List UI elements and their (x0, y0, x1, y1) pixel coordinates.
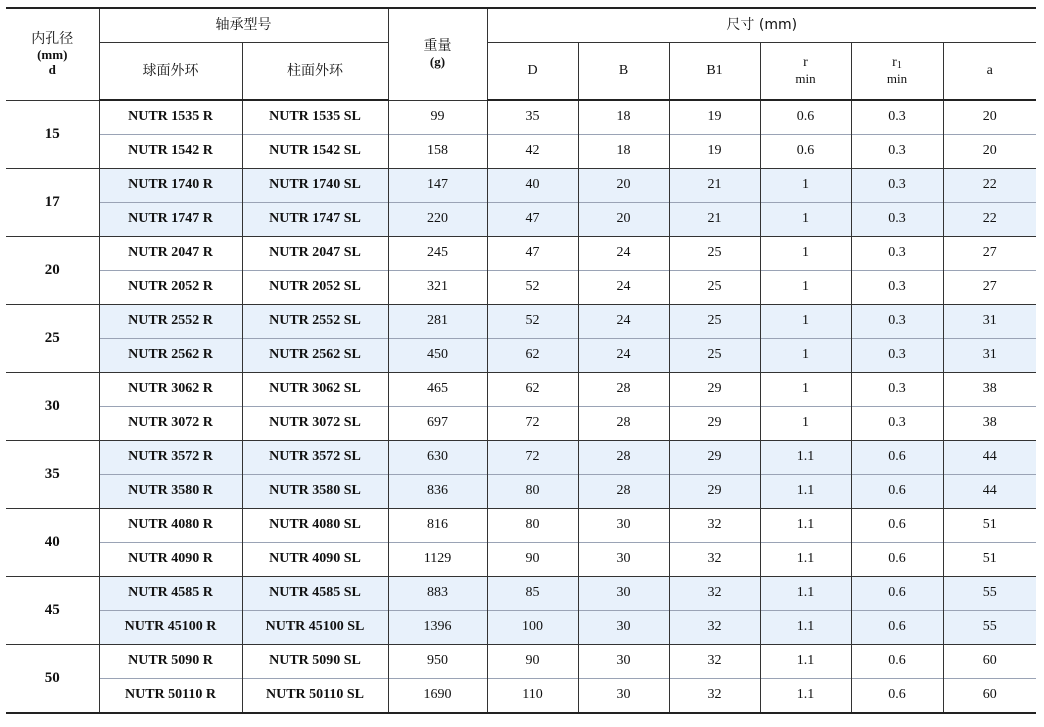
r1-min-cell: 0.6 (851, 509, 943, 543)
D-cell: 42 (487, 135, 578, 169)
weight-cell: 158 (388, 135, 487, 169)
D-cell: 85 (487, 577, 578, 611)
col-r-symbol: r (803, 55, 808, 71)
a-cell: 55 (943, 611, 1036, 645)
B-cell: 30 (578, 577, 669, 611)
r-min-cell: 1.1 (760, 441, 851, 475)
weight-cell: 1396 (388, 611, 487, 645)
B1-cell: 32 (669, 509, 760, 543)
D-cell: 62 (487, 339, 578, 373)
r1-min-cell: 0.3 (851, 100, 943, 135)
col-B-header: B (578, 43, 669, 101)
r1-min-cell: 0.3 (851, 237, 943, 271)
D-cell: 90 (487, 543, 578, 577)
B1-cell: 29 (669, 373, 760, 407)
bore-diameter-cell: 17 (6, 169, 99, 237)
r-min-cell: 1 (760, 203, 851, 237)
r1-min-cell: 0.3 (851, 373, 943, 407)
table-row (6, 475, 1036, 509)
spherical-model-cell: NUTR 1535 R (99, 100, 242, 135)
cylindrical-model-cell: NUTR 2052 SL (242, 271, 388, 305)
col-B1-header: B1 (669, 43, 760, 101)
a-cell: 31 (943, 305, 1036, 339)
spherical-model-cell: NUTR 2562 R (99, 339, 242, 373)
cylindrical-model-cell: NUTR 5090 SL (242, 645, 388, 679)
table-row (6, 645, 1036, 679)
bore-unit: (mm) (37, 46, 68, 62)
spherical-model-cell: NUTR 2047 R (99, 237, 242, 271)
spherical-model-cell: NUTR 2552 R (99, 305, 242, 339)
cylindrical-model-cell: NUTR 1535 SL (242, 100, 388, 135)
B-cell: 24 (578, 237, 669, 271)
cylindrical-model-cell: NUTR 1740 SL (242, 169, 388, 203)
r-min-cell: 1 (760, 305, 851, 339)
a-cell: 22 (943, 169, 1036, 203)
table-row (6, 373, 1036, 407)
col-r1-symbol: r (892, 55, 897, 71)
bore-symbol: d (48, 61, 56, 77)
spherical-model-cell: NUTR 3062 R (99, 373, 242, 407)
weight-unit: (g) (429, 54, 446, 70)
spherical-model-cell: NUTR 45100 R (99, 611, 242, 645)
r1-min-cell: 0.6 (851, 441, 943, 475)
dims-group-header (487, 8, 1036, 43)
r-min-cell: 1.1 (760, 679, 851, 714)
bore-diameter-cell: 30 (6, 373, 99, 441)
D-cell: 72 (487, 441, 578, 475)
a-cell: 38 (943, 373, 1036, 407)
weight-cell: 836 (388, 475, 487, 509)
a-cell: 51 (943, 543, 1036, 577)
spherical-model-cell: NUTR 4080 R (99, 509, 242, 543)
table-row (6, 271, 1036, 305)
r-min-cell: 1.1 (760, 509, 851, 543)
a-cell: 20 (982, 109, 997, 125)
a-cell: 38 (943, 407, 1036, 441)
weight-cell: 883 (388, 577, 487, 611)
cylindrical-model-cell: NUTR 1542 SL (242, 135, 388, 169)
r1-min-cell: 0.3 (851, 169, 943, 203)
D-cell: 100 (487, 611, 578, 645)
B-cell: 18 (578, 100, 669, 135)
table-row (6, 509, 1036, 543)
col-r-header (760, 43, 851, 101)
r-min-cell: 1 (760, 373, 851, 407)
B-cell: 20 (578, 169, 669, 203)
table-row (6, 100, 1036, 135)
bore-diameter-cell: 25 (6, 305, 99, 373)
weight-cell: 245 (388, 237, 487, 271)
table-row (6, 135, 1036, 169)
B-cell: 30 (578, 679, 669, 714)
a-cell: 44 (943, 475, 1036, 509)
col-D-header: D (487, 43, 578, 101)
r-min-cell: 1.1 (760, 475, 851, 509)
spec-body (6, 100, 1036, 713)
r1-min-cell: 0.3 (851, 305, 943, 339)
weight-cell: 950 (388, 645, 487, 679)
spherical-model-cell: NUTR 4585 R (99, 577, 242, 611)
r1-min-cell: 0.3 (851, 135, 943, 169)
D-cell: 80 (487, 509, 578, 543)
cylindrical-model-cell: NUTR 4585 SL (242, 577, 388, 611)
D-cell: 52 (487, 305, 578, 339)
B1-cell: 32 (669, 577, 760, 611)
table-row (6, 679, 1036, 714)
D-cell: 47 (487, 237, 578, 271)
a-cell: 60 (943, 679, 1036, 714)
r-min-cell: 1.1 (760, 543, 851, 577)
cylindrical-model-cell: NUTR 50110 SL (242, 679, 388, 714)
weight-cell: 1129 (388, 543, 487, 577)
cylindrical-model-cell: NUTR 4090 SL (242, 543, 388, 577)
cylindrical-model-cell: NUTR 2562 SL (242, 339, 388, 373)
weight-label: 重量 (423, 38, 452, 55)
B-cell: 28 (578, 475, 669, 509)
B1-cell: 25 (669, 237, 760, 271)
dims-group-label: 尺寸 (mm) (726, 16, 798, 33)
table-row (6, 543, 1036, 577)
cylindrical-model-cell: NUTR 1747 SL (242, 203, 388, 237)
D-cell: 110 (487, 679, 578, 714)
table-row (6, 339, 1036, 373)
D-cell: 47 (487, 203, 578, 237)
B1-cell: 29 (669, 475, 760, 509)
B1-cell: 25 (669, 339, 760, 373)
D-cell: 72 (487, 407, 578, 441)
r1-min-cell: 0.6 (851, 679, 943, 714)
col-r1-min: min (886, 70, 908, 86)
spherical-model-cell: NUTR 3580 R (99, 475, 242, 509)
spherical-model-cell: NUTR 4090 R (99, 543, 242, 577)
col-r1-header (851, 43, 943, 101)
B-cell: 24 (578, 305, 669, 339)
a-cell: 20 (943, 135, 1036, 169)
a-cell: 31 (943, 339, 1036, 373)
r-min-cell: 1 (760, 237, 851, 271)
r1-min-cell: 0.6 (851, 475, 943, 509)
a-cell: 55 (943, 577, 1036, 611)
bore-diameter-cell: 40 (6, 509, 99, 577)
r-min-cell: 1 (760, 407, 851, 441)
model-spherical-header: 球面外环 (99, 43, 242, 101)
table-row (6, 305, 1036, 339)
bearing-spec-table (6, 7, 1036, 714)
B1-cell: 21 (669, 203, 760, 237)
a-cell: 27 (943, 271, 1036, 305)
cylindrical-model-cell: NUTR 3580 SL (242, 475, 388, 509)
weight-header (388, 8, 487, 100)
B1-cell: 25 (669, 305, 760, 339)
B1-cell: 32 (669, 611, 760, 645)
B1-cell: 29 (669, 407, 760, 441)
B-cell: 18 (578, 135, 669, 169)
r-min-cell: 1 (760, 339, 851, 373)
spherical-model-cell: NUTR 1740 R (99, 169, 242, 203)
cylindrical-model-cell: NUTR 3062 SL (242, 373, 388, 407)
weight-cell: 220 (388, 203, 487, 237)
D-cell: 35 (487, 100, 578, 135)
B1-cell: 21 (669, 169, 760, 203)
spherical-model-cell: NUTR 3072 R (99, 407, 242, 441)
B-cell: 28 (578, 407, 669, 441)
r1-min-cell: 0.3 (851, 203, 943, 237)
bore-header (6, 8, 99, 100)
B-cell: 28 (578, 373, 669, 407)
D-cell: 40 (487, 169, 578, 203)
weight-cell: 450 (388, 339, 487, 373)
D-cell: 90 (487, 645, 578, 679)
r1-min-cell: 0.6 (851, 645, 943, 679)
weight-cell: 630 (388, 441, 487, 475)
spherical-model-cell: NUTR 5090 R (99, 645, 242, 679)
weight-cell: 99 (388, 100, 487, 135)
cylindrical-model-cell: NUTR 2047 SL (242, 237, 388, 271)
bore-diameter-cell: 15 (6, 100, 99, 169)
B-cell: 24 (578, 271, 669, 305)
weight-cell: 147 (388, 169, 487, 203)
col-a-header: a (943, 43, 1036, 101)
weight-cell: 281 (388, 305, 487, 339)
a-cell: 60 (943, 645, 1036, 679)
bore-diameter-cell: 45 (6, 577, 99, 645)
spherical-model-cell: NUTR 1542 R (99, 135, 242, 169)
r-min-cell: 0.6 (760, 100, 851, 135)
a-cell: 51 (943, 509, 1036, 543)
table-row (6, 203, 1036, 237)
r-min-cell: 1.1 (760, 611, 851, 645)
D-cell: 62 (487, 373, 578, 407)
B1-cell: 32 (669, 543, 760, 577)
B-cell: 30 (578, 509, 669, 543)
r-min-cell: 1.1 (760, 577, 851, 611)
D-cell: 80 (487, 475, 578, 509)
r-min-cell: 1 (760, 271, 851, 305)
B-cell: 20 (578, 203, 669, 237)
r1-min-cell: 0.6 (851, 577, 943, 611)
bore-diameter-cell: 50 (6, 645, 99, 714)
B-cell: 30 (578, 543, 669, 577)
cylindrical-model-cell: NUTR 45100 SL (242, 611, 388, 645)
weight-cell: 465 (388, 373, 487, 407)
table-row (6, 611, 1036, 645)
table-row (6, 407, 1036, 441)
B1-cell: 19 (669, 135, 760, 169)
table-row (6, 169, 1036, 203)
r-min-cell: 1 (760, 169, 851, 203)
spherical-model-cell: NUTR 3572 R (99, 441, 242, 475)
B-cell: 30 (578, 611, 669, 645)
r1-min-cell: 0.6 (851, 543, 943, 577)
cylindrical-model-cell: NUTR 4080 SL (242, 509, 388, 543)
B1-cell: 32 (669, 679, 760, 714)
model-cylindrical-header: 柱面外环 (242, 43, 388, 101)
weight-cell: 697 (388, 407, 487, 441)
bore-label: 内孔径 (31, 30, 74, 47)
a-cell: 44 (943, 441, 1036, 475)
B1-cell: 29 (669, 441, 760, 475)
B-cell: 24 (578, 339, 669, 373)
table-row (6, 237, 1036, 271)
spherical-model-cell: NUTR 1747 R (99, 203, 242, 237)
B1-cell: 32 (669, 645, 760, 679)
r1-min-cell: 0.3 (851, 407, 943, 441)
spherical-model-cell: NUTR 50110 R (99, 679, 242, 714)
B1-cell: 25 (669, 271, 760, 305)
model-group-header: 轴承型号 (99, 8, 388, 43)
bore-diameter-cell: 35 (6, 441, 99, 509)
cylindrical-model-cell: NUTR 3072 SL (242, 407, 388, 441)
bore-diameter-cell: 20 (6, 237, 99, 305)
cylindrical-model-cell: NUTR 3572 SL (242, 441, 388, 475)
B1-cell: 19 (669, 100, 760, 135)
weight-cell: 1690 (388, 679, 487, 714)
cylindrical-model-cell: NUTR 2552 SL (242, 305, 388, 339)
spherical-model-cell: NUTR 2052 R (99, 271, 242, 305)
table-row (6, 577, 1036, 611)
a-cell: 22 (943, 203, 1036, 237)
r1-min-cell: 0.6 (851, 611, 943, 645)
col-r-min: min (795, 70, 816, 86)
col-r1-subscript: 1 (896, 60, 902, 72)
D-cell: 52 (487, 271, 578, 305)
r1-min-cell: 0.3 (851, 339, 943, 373)
table-row (6, 441, 1036, 475)
B-cell: 30 (578, 645, 669, 679)
weight-cell: 816 (388, 509, 487, 543)
r-min-cell: 0.6 (760, 135, 851, 169)
weight-cell: 321 (388, 271, 487, 305)
r-min-cell: 1.1 (760, 645, 851, 679)
r1-min-cell: 0.3 (851, 271, 943, 305)
a-cell: 27 (943, 237, 1036, 271)
B-cell: 28 (578, 441, 669, 475)
